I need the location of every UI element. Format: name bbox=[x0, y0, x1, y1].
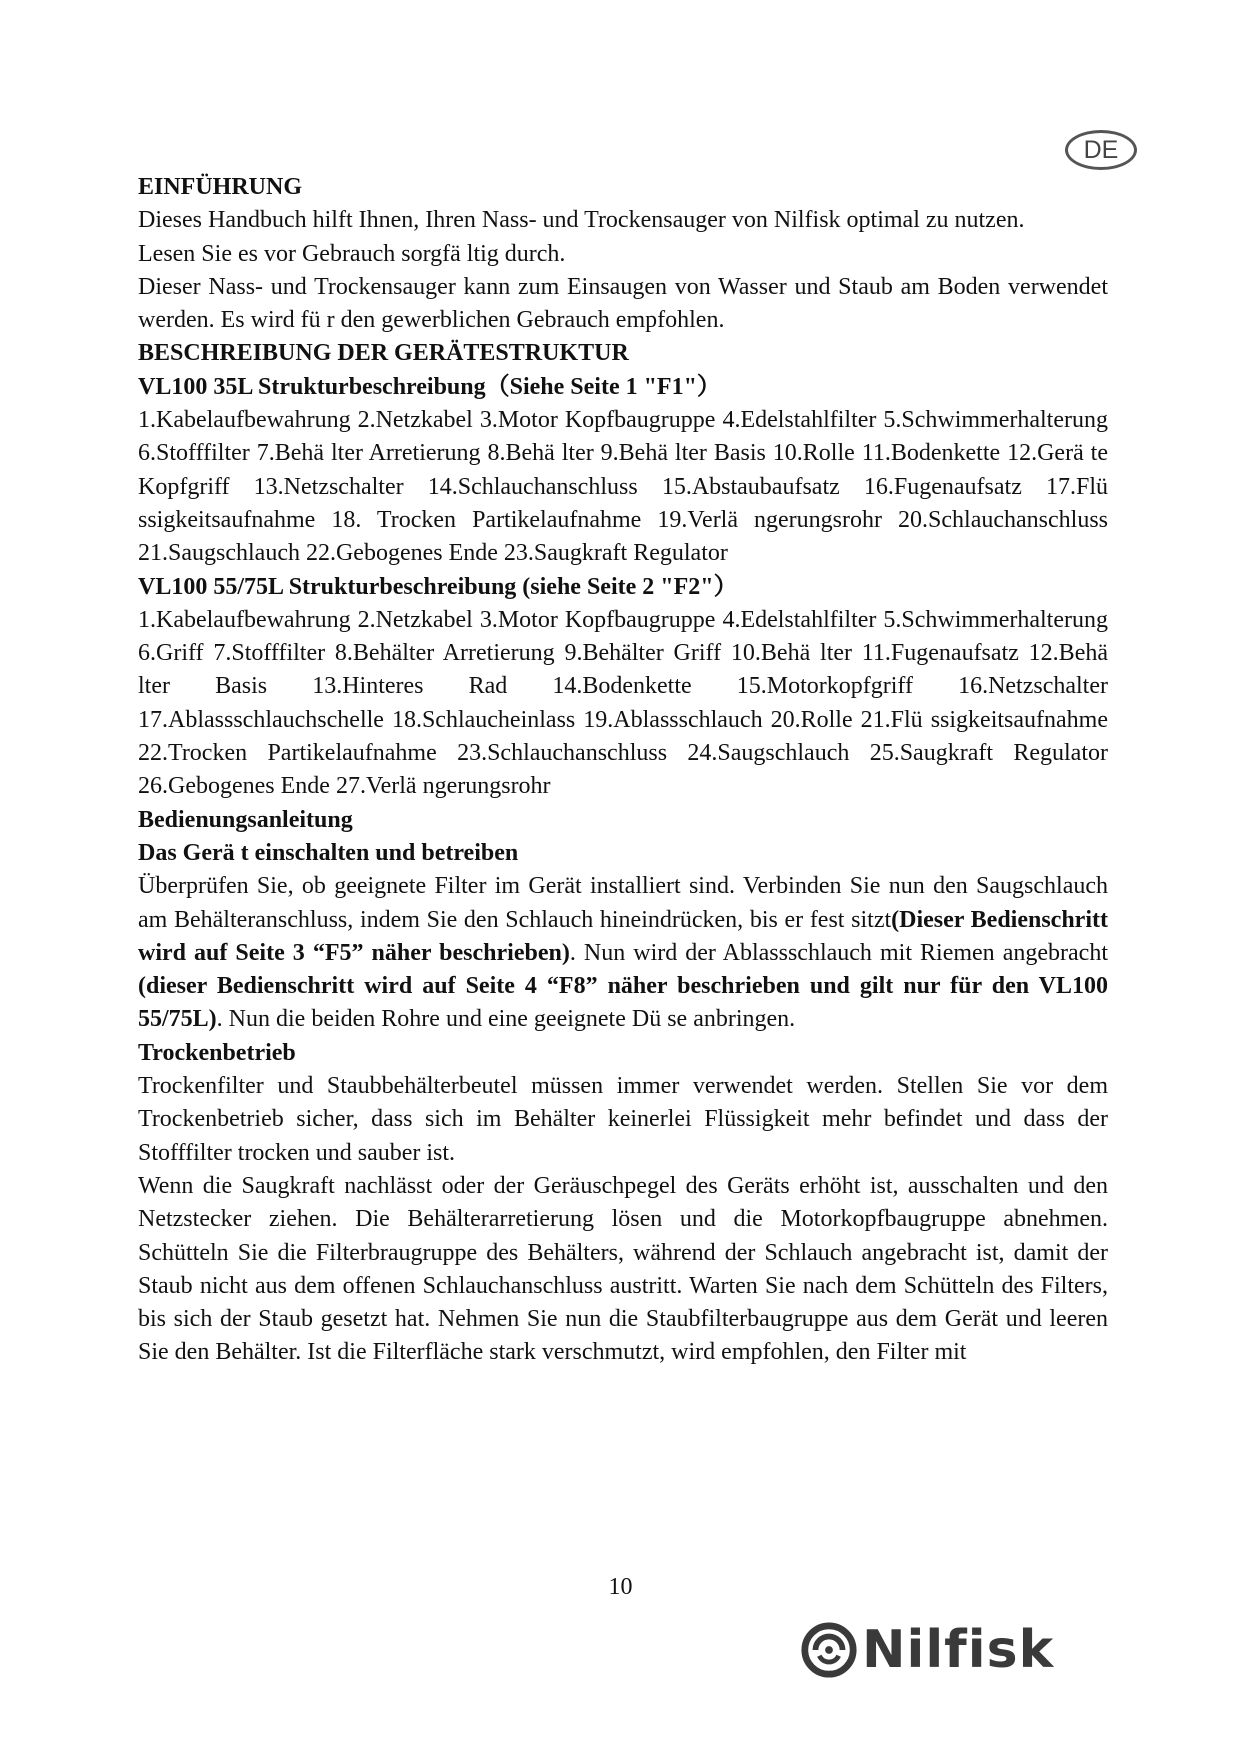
dry-paragraph-1: Trockenfilter und Staubbehälterbeutel müssen immer verwendet werden. Stellen Sie vor dem Trockenbetrieb sicher, dass sich im Behälter keinerlei Flüssigkeit mehr befindet und dass der Stofffilter trocken und sauber ist. bbox=[138, 1073, 1108, 1166]
intro-paragraph-2: Lesen Sie es vor Gebrauch sorgfä ltig durch. bbox=[138, 240, 566, 267]
op-text-e: . Nun die beiden Rohre und eine geeignete Dü se anbringen. bbox=[216, 1006, 796, 1033]
dry-paragraph-2: Wenn die Saugkraft nachlässt oder der Geräuschpegel des Geräts erhöht ist, ausschalten und den Netzstecker ziehen. Die Behälterarretierung lösen und die Motorkopfbaugruppe abnehmen. Schütteln Sie die Filterbraugruppe des Behälters, während der Schlauch angebracht ist, damit der Staub nicht aus dem offenen Schlauchanschluss austritt. Warten Sie nach dem Schütteln des Filters, bis sich der Staub gesetzt hat. Nehmen Sie nun die Staubfilterbaugruppe aus dem Gerät und leeren Sie den Behälter. Ist die Filterfläche stark verschmutzt, wird empfohlen, den Filter mit bbox=[138, 1172, 1108, 1366]
op-text-a: Überprüfen Sie, ob geeignete Filter im Gerät installiert sind. Verbinden Sie nun den Saugschlauch am Behälteranschluss, indem Sie den Schlauch hineindrücken, bis er fest sitzt bbox=[138, 873, 1108, 933]
vl55-heading: VL100 55/75L Strukturbeschreibung (siehe Seite 2 "F2"） bbox=[138, 573, 738, 600]
operation-heading: Bedienungsanleitung bbox=[138, 806, 353, 833]
vl35-parts-list: 1.Kabelaufbewahrung 2.Netzkabel 3.Motor Kopfbaugruppe 4.Edelstahlfilter 5.Schwimmerhalterung 6.Stofffilter 7.Behä lter Arretierung 8.Behä lter 9.Behä lter Basis 10.Rolle 11.Bodenkette 12.Gerä te Kopfgriff 13.Netzschalter 14.Schlauchanschluss 15.Abstaubaufsatz 16.Fugenaufsatz 17.Flü ssigkeitsaufnahme 18. Trocken Partikelaufnahme 19.Verlä ngerungsrohr 20.Schlauchanschluss 21.Saugschlauch 22.Gebogenes Ende 23.Saugkraft Regulator bbox=[138, 407, 1108, 567]
op-text-c: . Nun wird der Ablassschlauch mit Riemen angebracht bbox=[569, 939, 1108, 966]
switch-on-heading: Das Gerä t einschalten und betreiben bbox=[138, 839, 519, 866]
dry-heading: Trockenbetrieb bbox=[138, 1039, 296, 1066]
brand-name: Nilfisk bbox=[862, 1620, 1055, 1680]
operation-paragraph bbox=[138, 870, 1108, 1036]
intro-paragraph-1: Dieses Handbuch hilft Ihnen, Ihren Nass- und Trockensauger von Nilfisk optimal zu nutzen. bbox=[138, 207, 1025, 234]
page-number: 10 bbox=[608, 1574, 633, 1600]
vl35-heading: VL100 35L Strukturbeschreibung（Siehe Seite 1 "F1"） bbox=[138, 373, 721, 400]
language-badge: DE bbox=[1065, 130, 1137, 170]
vl55-parts-list: 1.Kabelaufbewahrung 2.Netzkabel 3.Motor Kopfbaugruppe 4.Edelstahlfilter 5.Schwimmerhalterung 6.Griff 7.Stofffilter 8.Behälter Arretierung 9.Behälter Griff 10.Behä lter 11.Fugenaufsatz 12.Behä lter Basis 13.Hinteres Rad 14.Bodenkette 15.Motorkopfgriff 16.Netzschalter 17.Ablassschlauchschelle 18.Schlaucheinlass 19.Ablassschlauch 20.Rolle 21.Flü ssigkeitsaufnahme 22.Trocken Partikelaufnahme 23.Schlauchanschluss 24.Saugschlauch 25.Saugkraft Regulator 26.Gebogenes Ende 27.Verlä ngerungsrohr bbox=[138, 606, 1108, 800]
op-ref-f5: (Dieser Bedienschritt wird auf Seite 3 “F5” näher beschrieben) bbox=[138, 906, 1108, 966]
intro-heading: EINFÜHRUNG bbox=[138, 174, 303, 200]
intro-paragraph-3: Dieser Nass- und Trockensauger kann zum Einsaugen von Wasser und Staub am Boden verwendet werden. Es wird fü r den gewerblichen Gebrauch empfohlen. bbox=[138, 273, 1108, 334]
manual-content bbox=[138, 171, 1108, 1370]
op-ref-f8: (dieser Bedienschritt wird auf Seite 4 “F8” näher beschrieben und gilt nur für den VL100 55/75L) bbox=[138, 973, 1108, 1033]
brand-logo bbox=[800, 1620, 1054, 1680]
structure-heading: BESCHREIBUNG DER GERÄTESTRUKTUR bbox=[138, 340, 629, 367]
nilfisk-logo-icon bbox=[800, 1621, 858, 1679]
